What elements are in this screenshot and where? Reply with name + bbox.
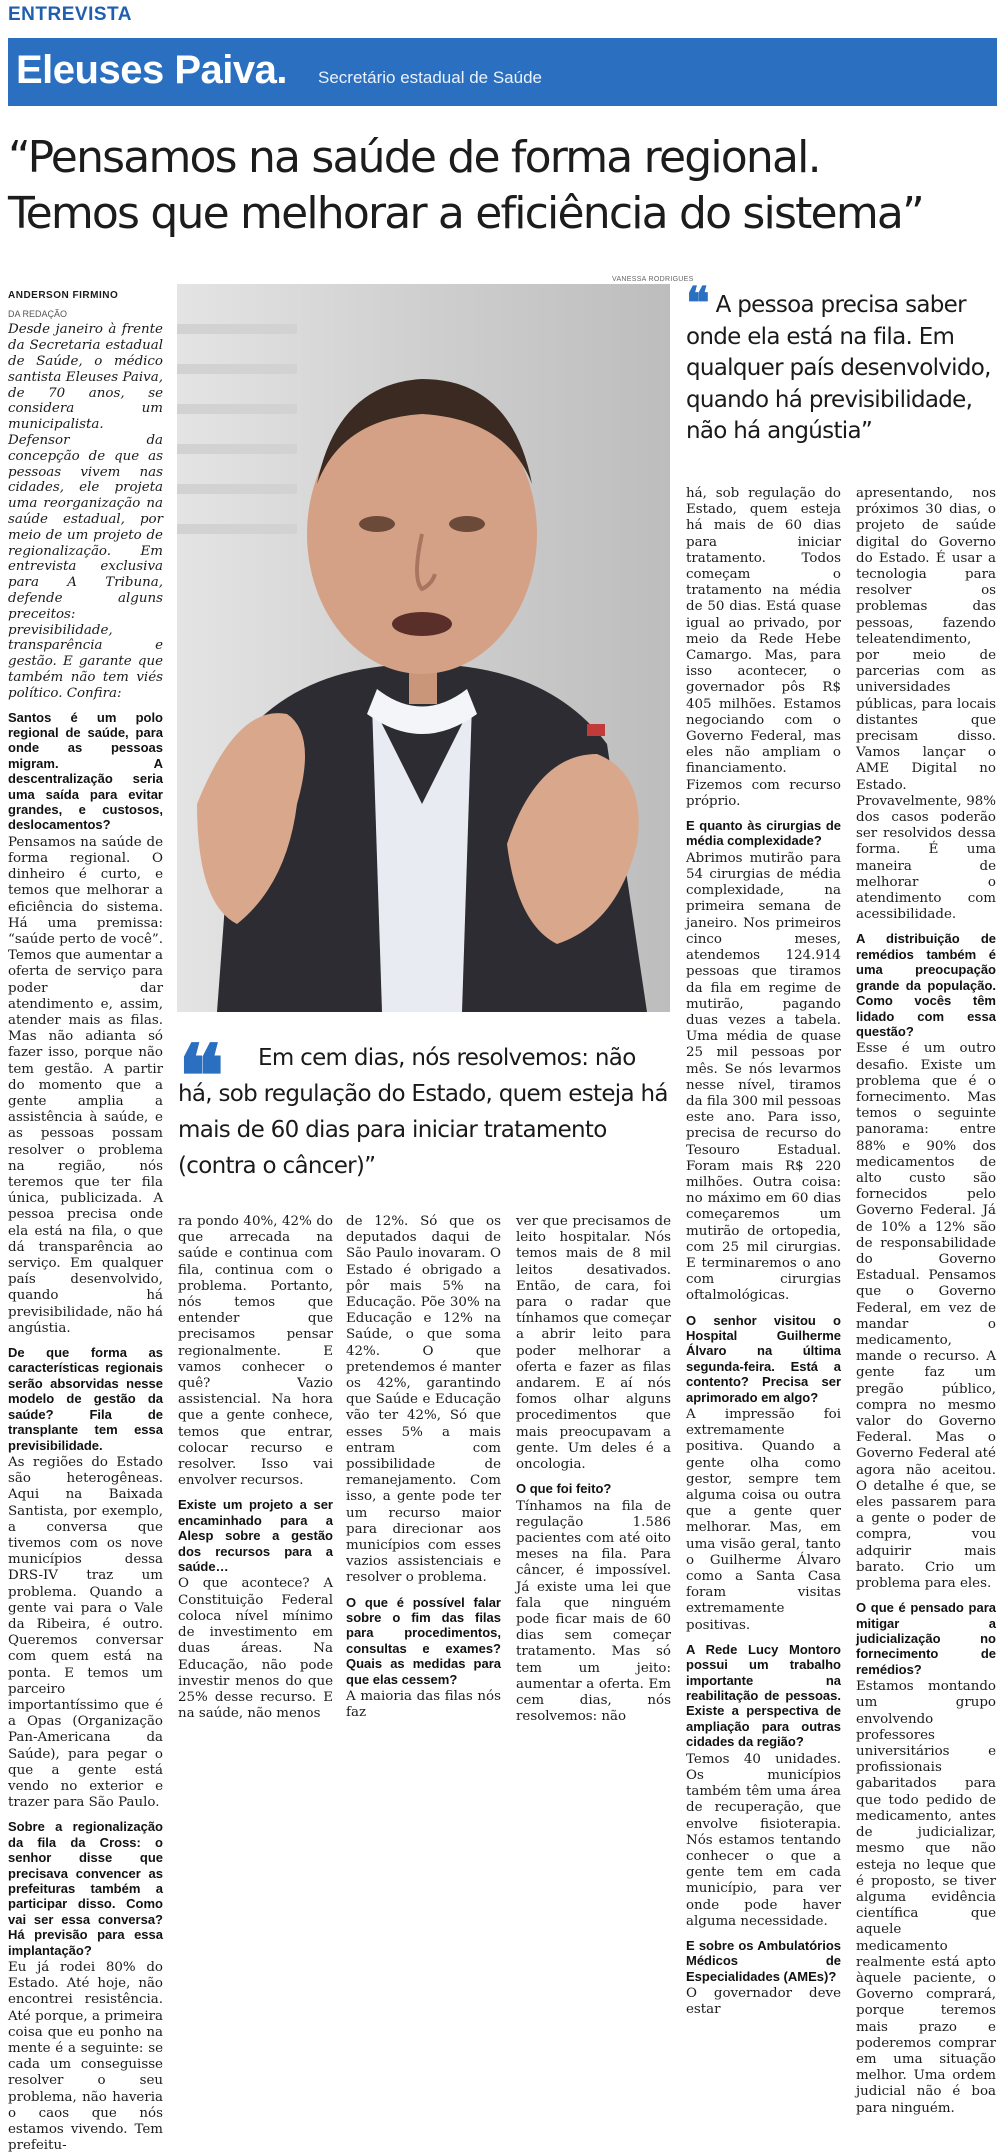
byline-author: ANDERSON FIRMINO — [8, 290, 119, 301]
interview-answer: ver que precisamos de leito hospitalar. Nós temos mais de 8 mil leitos desativados. Então, de cara, foi para o radar que tínhamos que começar a abrir leito para poder melhorar a oferta e fazer as filas andarem. E aí nós fomos olhar alguns procedimentos que mais preocupavam a gente. Um deles é a oncologia. — [516, 1214, 671, 1473]
article-column-3 — [346, 1214, 501, 1724]
intro-text: Desde janeiro à frente da Secretaria estadual de Saúde, o médico santista Eleuses Paiva, de 70 anos, se considera um municipalista. Defensor da concepção de que as pessoas vivem nas cidades, ele projeta uma reorganização na saúde estadual, por meio de um projeto de regionalização. Em entrevista exclusiva para A Tribuna, defende alguns preceitos: previsibilidade, transparência e gestão. E garante que também não tem viés político. Confira: — [8, 322, 163, 701]
interview-answer: de 12%. Só que os deputados daqui de São Paulo inovaram. O Estado é obrigado a pôr mais 5% na Educação. Põe 30% na Educação e 12% na Saúde, o que soma 42%. O que pretendemos é manter os 42%, garantindo que Saúde e Educação vão ter 42%, Só que esses 5% a mais entram com possibilidade de remanejamento. Com isso, a gente pode ter um recurso maior para direcionar aos municípios com esses vazios assistenciais e resolver o problema. — [346, 1214, 501, 1586]
article-column-5 — [686, 486, 841, 2021]
interview-question: A Rede Lucy Montoro possui um trabalho importante na reabilitação de pessoas. Existe a perspectiva de ampliação para outras cidades da região? — [686, 1641, 841, 1750]
interview-answer: Pensamos na saúde de forma regional. O dinheiro é curto, e temos que melhorar a eficiência do sistema. Há uma premissa: “saúde perto de você”. Temos que aumentar a oferta de serviço para poder dar atendimento e, assim, atender mais as filas. Mas não adianta só fazer isso, porque não tem gestão. A partir do momento que a gente amplia a assistência à saúde, e as pessoas possam resolver o problema na região, nós teremos que ter fila única, publicizada. A pessoa precisa onde ela está na fila, o que dá transparência ao serviço. Em qualquer país desenvolvido, quando há previsibilidade, não há angústia. — [8, 834, 163, 1336]
interview-question: O que é pensado para mitigar a judicialização no fornecimento de remédios? — [856, 1600, 996, 1677]
interview-answer: ra pondo 40%, 42% do que arrecada na saúde e continua com fila, continua com o problema. Portanto, nós temos que entender que precisamos pensar regionalmente. E vamos conhecer o quê? Vazio assistencial. Na hora que a gente conhece, temos que entrar, colocar recurso e resolver. Isso vai envolver recursos. — [178, 1214, 333, 1489]
pull-quote-top-text: A pessoa precisa saber onde ela está na fila. Em qualquer país desenvolvido, quando há previsibilidade, não há angústia” — [686, 292, 991, 444]
byline-desk: DA REDAÇÃO — [8, 309, 68, 320]
interviewee-role: Secretário estadual de Saúde — [318, 68, 542, 87]
interview-question: De que forma as características regionais serão absorvidas nesse modelo de gestão da saúde? Fila de transplante tem essa previsibilidade. — [8, 1345, 163, 1453]
article-column-6 — [856, 486, 996, 2119]
pull-quote-middle-text: Em cem dias, nós resolvemos: não há, sob regulação do Estado, quem esteja há mais de 60 dias para iniciar tratamento (contra o câncer)” — [178, 1045, 668, 1179]
section-label: ENTREVISTA — [8, 4, 132, 25]
quote-mark-icon: ❝ — [686, 278, 709, 329]
interview-answer: A impressão foi extremamente positiva. Quando a gente olha como gestor, sempre tem alguma coisa ou outra que a gente quer melhorar. Mas, em uma visão geral, tanto o Guilherme Álvaro como a Santa Casa foram visitas extremamente positivas. — [686, 1407, 841, 1633]
interview-answer: Esse é um outro desafio. Existe um problema que é o fornecimento. Mas temos o seguinte panorama: entre 88% e 90% dos medicamentos de alto custo são fornecidos pelo Governo Federal. Já de 10% a 12% são de responsabilidade do Governo Estadual. Pensamos que o Governo Federal, em vez de mandar o medicamento, mande o recurso. A gente faz um pregão público, compra no mesmo valor do Governo Federal. Mas o Governo Federal até agora não aceitou. O detalhe é que, se eles passarem para a gente o poder de compra, vou adquirir mais barato. Crio um problema para eles. — [856, 1041, 996, 1592]
headline: “Pensamos na saúde de forma regional. Temos que melhorar a eficiência do sistema” — [8, 132, 924, 239]
article-column-4 — [516, 1214, 671, 1728]
interview-answer: Temos 40 unidades. Os municípios também têm uma área de recuperação, que envolve fisioterapia. Nós estamos tentando conhecer o que a gente tem em cada município, para ver onde pode haver alguma necessidade. — [686, 1751, 841, 1929]
interview-answer: Tínhamos na fila de regulação 1.586 pacientes com até oito meses na fila. Para câncer, é impossível. Já existe uma lei que fala que ninguém pode ficar mais de 60 dias sem começar tratamento. Mas só tem um jeito: aumentar a oferta. Em cem dias, nós resolvemos: não — [516, 1498, 671, 1725]
interview-answer: O governador deve estar — [686, 1986, 841, 2018]
interview-question: Existe um projeto a ser encaminhado para a Alesp sobre a gestão dos recursos para a saúde… — [178, 1497, 333, 1575]
interview-question: E quanto às cirurgias de média complexidade? — [686, 818, 841, 849]
article-column-2 — [178, 1214, 333, 1724]
interview-answer: apresentando, nos próximos 30 dias, o projeto de saúde digital do Governo do Estado. É usar a tecnologia para resolver os problemas das pessoas, fazendo teleatendimento, por meio de parcerias com as universidades públicas, para locais distantes que precisam disso. Vamos lançar o AME Digital no Estado. Provavelmente, 98% dos casos poderão ser resolvidos dessa forma. É uma maneira de melhorar o atendimento com acessibilidade. — [856, 486, 996, 923]
quote-mark-icon: ❝ — [178, 1026, 225, 1127]
interview-answer: A maioria das filas nós faz — [346, 1689, 501, 1721]
interview-answer: há, sob regulação do Estado, quem esteja há mais de 60 dias para iniciar tratamento. Todos começam o tratamento na média de 50 dias. Está quase igual ao privado, por meio da Rede Hebe Camargo. Mas, para isso acontecer, o governador pôs R$ 405 milhões. Estamos negociando com o Governo Federal, mas eles não ampliam o financiamento. Fizemos com recurso próprio. — [686, 486, 841, 809]
interview-answer: Estamos montando um grupo envolvendo professores universitários e profissionais gabaritados para que todo pedido de medicamento, antes de judicializar, mesmo que não esteja no leque que é proposto, se tiver alguma evidência científica que aquele medicamento realmente está apto àquele paciente, o Governo comprará, porque teremos mais prazo e poderemos comprar em uma situação melhor. Uma ordem judicial não é boa para ninguém. — [856, 1679, 996, 2116]
interview-answer: Abrimos mutirão para 54 cirurgias de média complexidade, na primeira semana de janeiro. Nos primeiros cinco meses, atendemos 124.914 pessoas que tiramos da fila em regime de mutirão, pagando duas vezes a tabela. Uma média de quase 25 mil pessoas por mês. Se nós levarmos nesse nível, tiramos da fila 300 mil pessoas este ano. Para isso, precisa de recurso do Tesouro Estadual. Foram mais R$ 220 milhões. Outra coisa: no máximo em 60 dias começaremos um mutirão de ortopedia, com 25 mil cirurgias. E terminaremos o ano com cirurgias oftalmológicas. — [686, 850, 841, 1304]
interviewee-photo — [177, 284, 670, 1012]
interview-question: O que é possível falar sobre o fim das filas para procedimentos, consultas e exames? Quais as medidas para que elas cessem? — [346, 1594, 501, 1687]
photo-illustration — [177, 284, 670, 1012]
interview-question: A distribuição de remédios também é uma preocupação grande da população. Como vocês têm lidado com essa questão? — [856, 931, 996, 1039]
interview-question: E sobre os Ambulatórios Médicos de Especialidades (AMEs)? — [686, 1937, 841, 1984]
interview-answer: O que acontece? A Constituição Federal coloca nível mínimo de investimento em duas áreas. Na Educação, não pode investir menos do que 25% desse recurso. E na saúde, não menos — [178, 1576, 333, 1722]
interview-answer: Eu já rodei 80% do Estado. Até hoje, não encontrei resistência. Até porque, a primeira coisa que eu ponho na mente é a seguinte: se cada um conseguisse resolver o seu problema, não haveria o caos que nós estamos vivendo. Tem prefeitu- — [8, 1960, 163, 2154]
interview-question: Sobre a regionalização da fila da Cross: o senhor disse que precisava convencer as prefeituras também a participar disso. Como vai ser essa conversa? Há previsão para essa implantação? — [8, 1819, 163, 1958]
interviewee-name: Eleuses Paiva. — [16, 48, 287, 92]
interview-answer: As regiões do Estado são heterogêneas. Aqui na Baixada Santista, por exemplo, a conversa que tivemos com os nove municípios dessa DRS-IV traz um problema. Quando a gente vai para o Vale da Ribeira, é outro. Queremos conversar com quem está na ponta. E temos um parceiro importantíssimo que é a Opas (Organização Pan-Americana da Saúde), para pegar o que a gente está vendo no exterior e trazer para São Paulo. — [8, 1454, 163, 1811]
pull-quote-middle — [178, 1026, 673, 1184]
interview-question: O senhor visitou o Hospital Guilherme Álvaro na última segunda-feira. Está a contento? Precisa ser aprimorado em algo? — [686, 1312, 841, 1405]
article-column-1 — [8, 288, 163, 2156]
photo-credit: VANESSA RODRIGUES — [612, 276, 694, 283]
pull-quote-top — [686, 278, 996, 448]
interview-question: O que foi feito? — [516, 1481, 612, 1497]
interview-question: Santos é um polo regional de saúde, para onde as pessoas migram. A descentralização seria uma saída para evitar grandes, e custosos, deslocamentos? — [8, 709, 163, 833]
